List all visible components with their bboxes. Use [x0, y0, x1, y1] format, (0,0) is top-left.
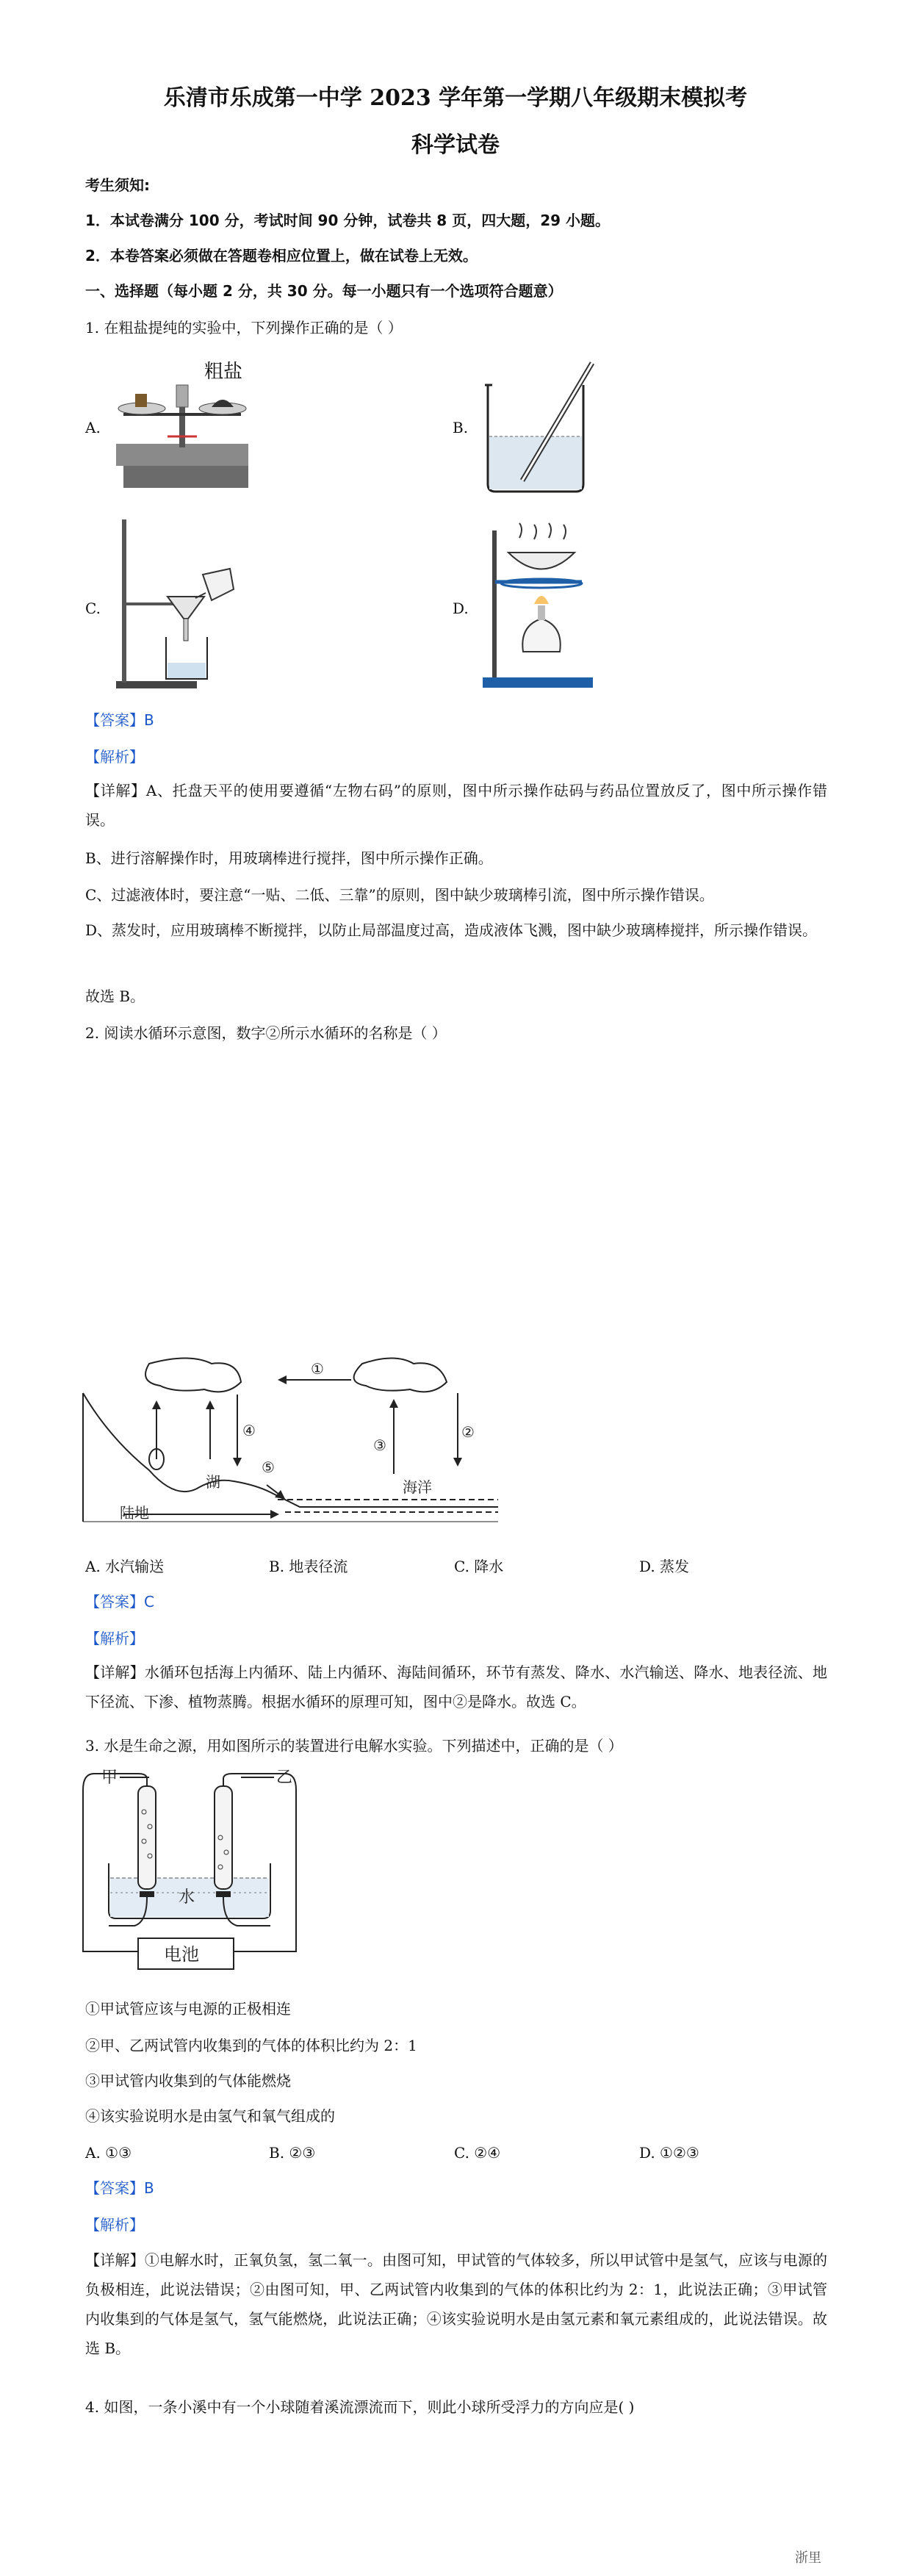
q1-figure-evaporate — [479, 523, 611, 692]
q3-figure-electrolysis — [79, 1768, 300, 1981]
q2-analysis-label: 【解析】 — [85, 1630, 144, 1647]
q3-detail: 【详解】①电解水时，正氧负氢，氢二氧一。由图可知，甲试管的气体较多，所以甲试管中是氢气，应该与电源的负极相连，此说法错误；②由图可知，甲、乙两试管内收集到的气体的体积比约为 2：1，此说法正确；③甲试管内收集到的气体是氢气，氢气能燃烧，此说法正确；④该实验说明水是由氢元素和氧元素组成的，此说法错误。故选 B。 — [85, 2251, 827, 2357]
page-title: 乐清市乐成第一中学 2023 学年第一学期八年级期末模拟考 — [163, 85, 748, 111]
q3-statement-1: ①甲试管应该与电源的正极相连 — [85, 2000, 291, 2018]
q2-label-5: ⑤ — [262, 1458, 275, 1476]
q3-answer: 【答案】B — [85, 2179, 154, 2197]
notice-line-1: 1．本试卷满分 100 分，考试时间 90 分钟，试卷共 8 页，四大题，29 小题。 — [85, 212, 610, 229]
q2-label-ocean: 海洋 — [403, 1478, 432, 1496]
notice-heading: 考生须知: — [85, 176, 150, 194]
page-subtitle: 科学试卷 — [411, 132, 500, 158]
question-3-stem: 3. 水是生命之源，用如图所示的装置进行电解水实验。下列描述中，正确的是（ ） — [85, 1737, 623, 1755]
q3-statement-3: ③甲试管内收集到的气体能燃烧 — [85, 2072, 291, 2090]
question-1-stem: 1. 在粗盐提纯的实验中，下列操作正确的是（ ） — [85, 319, 403, 337]
q2-label-4: ④ — [242, 1422, 256, 1439]
q3-statement-2: ②甲、乙两试管内收集到的气体的体积比约为 2：1 — [85, 2037, 417, 2054]
q1-conclusion: 故选 B。 — [85, 987, 145, 1005]
q2-answer: 【答案】C — [85, 1593, 154, 1611]
q3-label-battery: 电池 — [164, 1944, 199, 1965]
q1-detail-b: B、进行溶解操作时，用玻璃棒进行搅拌，图中所示操作正确。 — [85, 849, 493, 867]
q2-option-c: C. 降水 — [454, 1558, 504, 1575]
question-2-stem: 2. 阅读水循环示意图，数字②所示水循环的名称是（ ） — [85, 1024, 447, 1042]
q2-option-a: A. 水汽输送 — [85, 1558, 165, 1575]
q1-figure-a-label: 粗盐 — [204, 361, 243, 383]
q1-label-b: B. — [453, 419, 469, 436]
q2-label-2: ② — [461, 1423, 475, 1441]
q2-option-b: B. 地表径流 — [269, 1558, 348, 1575]
q1-label-a: A. — [85, 419, 101, 436]
q3-analysis-label: 【解析】 — [85, 2216, 144, 2234]
q3-label-water: 水 — [179, 1888, 195, 1907]
q1-analysis-label: 【解析】 — [85, 748, 144, 766]
q2-figure-water-cycle — [79, 1349, 505, 1525]
q3-option-c: C. ②④ — [454, 2144, 501, 2162]
notice-line-2: 2．本卷答案必须做在答题卷相应位置上，做在试卷上无效。 — [85, 247, 478, 265]
q1-label-d: D. — [453, 600, 469, 617]
q2-option-d: D. 蒸发 — [639, 1558, 690, 1575]
q1-figure-filter — [109, 516, 241, 692]
section-heading: 一、选择题（每小题 2 分，共 30 分。每一小题只有一个选项符合题意） — [85, 282, 563, 300]
question-4-stem: 4. 如图，一条小溪中有一个小球随着溪流漂流而下，则此小球所受浮力的方向应是( ) — [85, 2398, 635, 2416]
q3-option-d: D. ①②③ — [639, 2144, 699, 2162]
q2-label-3: ③ — [373, 1436, 386, 1454]
q1-detail-d: D、蒸发时，应用玻璃棒不断搅拌，以防止局部温度过高，造成液体飞溅，图中缺少玻璃棒搅拌，所示操作错误。 — [85, 921, 818, 939]
q3-label-jia: 甲 — [101, 1769, 118, 1787]
q1-figure-dissolve — [482, 356, 607, 495]
footer-watermark: 浙里 — [795, 2550, 821, 2566]
q3-statement-4: ④该实验说明水是由氢气和氧气组成的 — [85, 2107, 335, 2125]
q2-label-lake: 湖 — [206, 1473, 220, 1491]
q2-label-land: 陆地 — [120, 1504, 149, 1522]
q1-detail-a: 【详解】A、托盘天平的使用要遵循“左物右码”的原则，图中所示操作砝码与药品位置放反了，图中所示操作错误。 — [85, 782, 827, 829]
q2-label-1: ① — [311, 1360, 324, 1378]
q3-option-b: B. ②③ — [269, 2144, 316, 2162]
q1-figure-balance — [109, 356, 256, 495]
q3-option-a: A. ①③ — [85, 2144, 132, 2162]
q2-detail: 【详解】水循环包括海上内循环、陆上内循环、海陆间循环，环节有蒸发、降水、水汽输送、降水、地表径流、地下径流、下渗、植物蒸腾。根据水循环的原理可知，图中②是降水。故选 C。 — [85, 1663, 827, 1710]
q1-answer: 【答案】B — [85, 711, 154, 729]
q3-label-yi: 乙 — [276, 1769, 293, 1787]
q1-label-c: C. — [85, 600, 101, 617]
q1-detail-c: C、过滤液体时，要注意“一贴、二低、三靠”的原则，图中缺少玻璃棒引流，图中所示操作错误。 — [85, 886, 714, 904]
